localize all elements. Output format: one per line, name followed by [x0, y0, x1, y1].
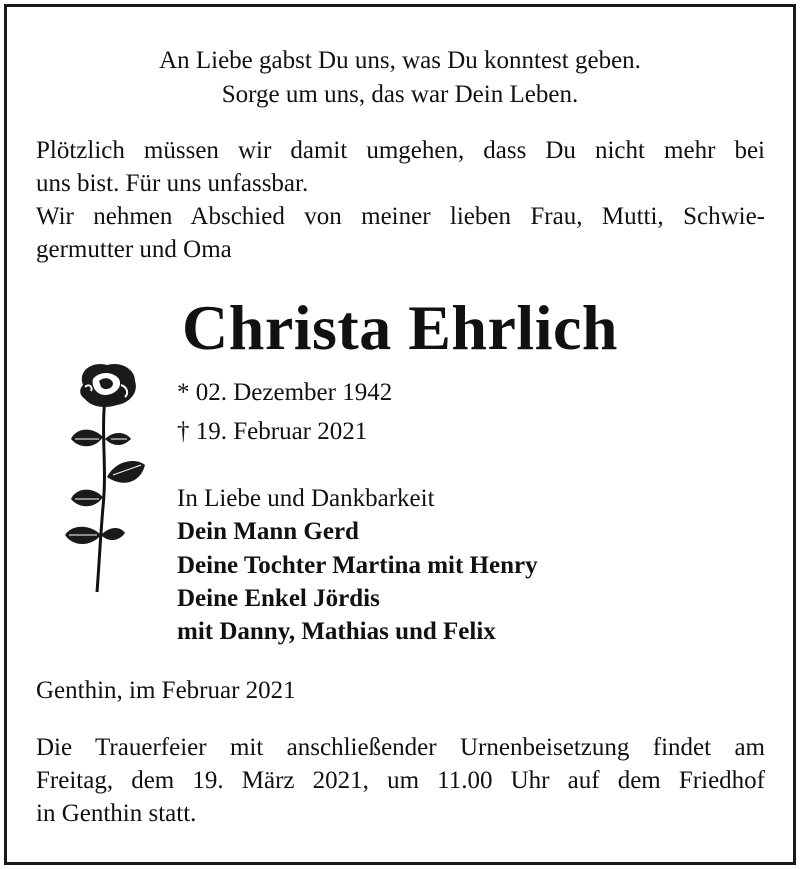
- ceremony-line-1: Die Trauerfeier mit anschließender Urnenbeisetzung findet am: [36, 734, 765, 761]
- rose-icon: [55, 357, 150, 597]
- intro-line-3: Wir nehmen Abschied von meiner lieben Frau, Mutti, Schwie-: [36, 203, 765, 230]
- ceremony-line-2: Freitag, dem 19. März 2021, um 11.00 Uhr auf dem Friedhof: [36, 767, 765, 794]
- birth-date: * 02. Dezember 1942: [177, 379, 393, 406]
- mourner-line-2: Deine Tochter Martina mit Henry: [177, 552, 538, 579]
- intro-line-4: germutter und Oma: [36, 236, 232, 263]
- motto-line-1: An Liebe gabst Du uns, was Du konntest geben.: [159, 47, 641, 74]
- intro-line-1: Plötzlich müssen wir damit umgehen, dass Du nicht mehr bei: [36, 137, 765, 164]
- place-date: Genthin, im Februar 2021: [36, 677, 296, 704]
- mourner-line-1: Dein Mann Gerd: [177, 518, 359, 545]
- deceased-name: Christa Ehrlich: [182, 292, 618, 363]
- mourner-line-3: Deine Enkel Jördis: [177, 585, 380, 612]
- motto-line-2: Sorge um uns, das war Dein Leben.: [221, 81, 579, 108]
- obituary-notice: [4, 4, 796, 865]
- death-date: † 19. Februar 2021: [177, 418, 368, 445]
- mourners-intro: In Liebe und Dankbarkeit: [177, 485, 435, 512]
- ceremony-line-3: in Genthin statt.: [36, 800, 197, 827]
- mourner-line-4: mit Danny, Mathias und Felix: [177, 618, 496, 645]
- intro-line-2: uns bist. Für uns unfassbar.: [36, 170, 309, 197]
